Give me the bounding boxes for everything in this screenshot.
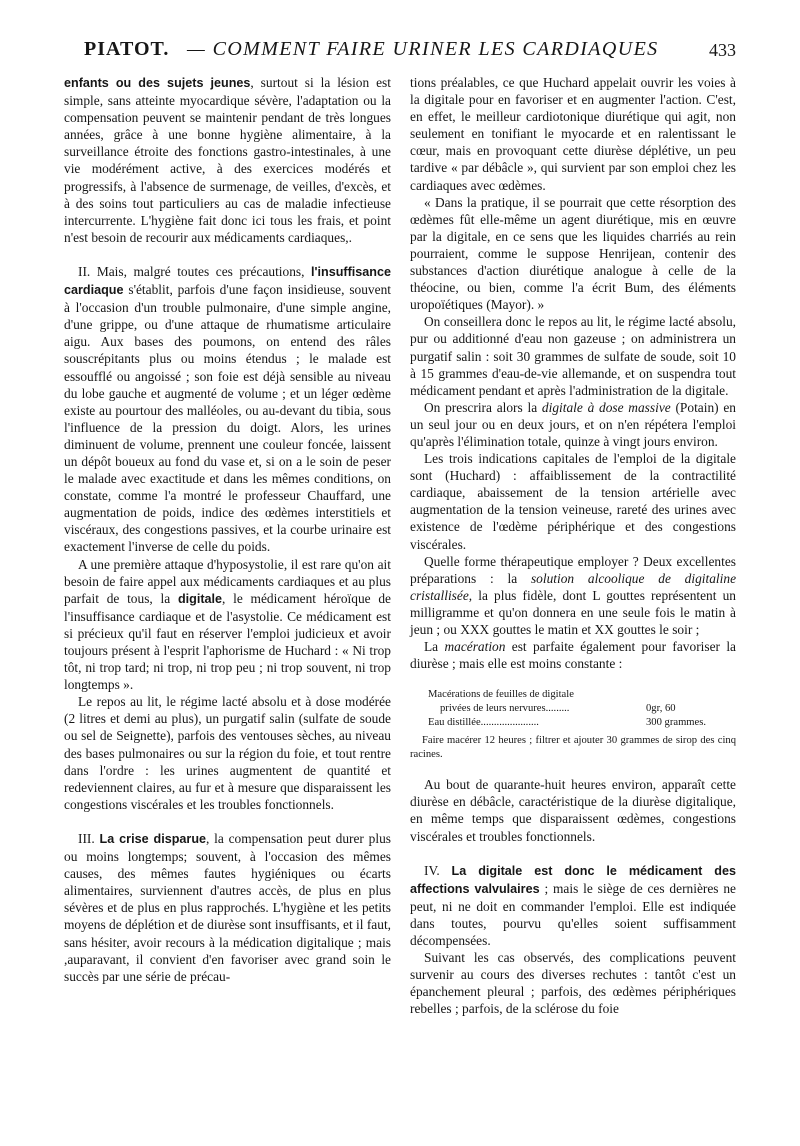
paragraph-text: On prescrira alors la (424, 399, 542, 415)
paragraph-text: , le médicament héroïque de l'insuffisance cardiaque et de l'asystolie. Ce médicament est si précieux qu'il faut en réserver l'emploi judicieux et avoir toujours présent à l'esprit l'aphorisme de Huchard : « Ni trop tôt, ni trop tard; ni trop, ni trop peu ; ni trop souvent, ni trop longtemps ». (64, 590, 391, 693)
paragraph-text: , la plus fidèle, dont L gouttes représentent un milligramme et qu'on donnera en une seule fois le matin à jeun ; ou XXX gouttes le matin et XX gouttes le soir ; (410, 587, 736, 637)
paragraph-text: Le repos au lit, le régime lacté absolu et à dose modérée (2 litres et demi au plus), un purgatif salin (sulfate de soude ou sel de Seignette), parfois des ventouses sèches, au niveau des bases pulmonaires ou sur la région du foie, et tout rentre dans l'ordre : les urines augmentent de quantité et redeviennent claires, au fur et à mesure que disparaissent les congestions viscérales et les troubles fonctionnels. (64, 694, 391, 812)
paragraph-text: Quelle forme thérapeutique employer ? Deux excellentes préparations : la (410, 553, 736, 586)
paragraph (410, 74, 736, 194)
italic-phrase: digitale à dose massive (541, 399, 671, 415)
paragraph-text: , la compensation peut durer plus ou moins longtemps; souvent, à l'occasion des mêmes causes, des mêmes fautes hygiéniques ou écarts alimentaires, surviennent d'autres accès, de plus en plus sévères et de plus en plus rapprochés. L'hygiène et les petits moyens de déplétion et de diurèse sont insuffisants, et il faut, sans hésiter, avoir recours à la médication digitalique ; mais ,auparavant, il convient d'en favoriser avec grand soin le succès par une série de précau- (64, 830, 392, 984)
paragraph-text: Les trois indications capitales de l'emploi de la digitale sont (Huchard) : affaiblissement de la contractilité cardiaque, abaissement de la tension artérielle avec augmentation de la tension veineuse, rareté des urines avec existence de l'œdème périphérique et des congestions viscérales. (410, 451, 736, 552)
paragraph (410, 862, 736, 949)
recipe-amount: 0gr, 60 (646, 703, 676, 715)
bold-phrase: La digitale est donc le médicament des affections valvulaires (410, 863, 736, 896)
recipe-line (410, 702, 736, 716)
recipe-note: Faire macérer 12 heures ; filtrer et ajouter 30 grammes de sirop des cinq racines. (410, 735, 736, 761)
bold-phrase: La crise disparue (99, 831, 207, 846)
paragraph-text: La (424, 639, 445, 655)
recipe-ingredient: privées de leurs nervures......... (440, 703, 570, 715)
paragraph (410, 638, 736, 672)
paragraph-text: est parfaite également pour favoriser la diurèse ; mais elle est moins constante : (410, 639, 736, 672)
quotation-text: « Dans la pratique, il se pourrait que cette résorption des œdèmes fût elle-même un agent diurétique, mis en œuvre par la digitale, en ce sens que les liquides charriés au rein pourraient, comme le suppose Henrijean, contenir des substances d'action diurétique analogue à celle de la théocine, ou bien, comme l'a écrit Bum, des éléments uropoïétiques (Mayor). » (410, 194, 736, 313)
recipe-amount: 300 grammes. (646, 717, 707, 729)
paragraph (410, 949, 736, 1017)
paragraph-text: tions préalables, ce que Huchard appelait ouvrir les voies à la digitale pour en favoriser et en augmenter l'action. C'est, en effet, le meilleur cardiotonique diurétique qui agit, non seulement en tonifiant le myocarde et en ralentissant le cœur, mais en provoquant cette diurèse déplétive, un peu tardive « par débâcle », qui survient par son emploi chez les cardiaques avec œdèmes. (410, 75, 736, 193)
paragraph (64, 693, 391, 813)
paragraph-text: Au bout de quarante-huit heures environ, apparaît cette diurèse en débâcle, caractéristique de la diurèse digitalique, en même temps que disparaissent œdèmes, congestions viscérales et troubles fonctionnels. (410, 777, 736, 844)
paragraph (410, 399, 736, 450)
section-number: IV. (424, 862, 452, 878)
header-author: PIATOT. (84, 38, 170, 60)
right-column (410, 74, 736, 1018)
header-title: — COMMENT FAIRE URINER LES CARDIAQUES (187, 38, 659, 60)
paragraph-text: On conseillera donc le repos au lit, le régime lacté absolu, pur ou additionné d'eau non gazeuse ; on administrera un purgatif salin : soit 30 grammes de sulfate de soude, soit 10 à 15 grammes d'eau-de-vie allemande, et on suspendra tout médicament pendant et après l'administration de la digitale. (410, 314, 736, 398)
paragraph (64, 556, 391, 694)
section-number: III. (78, 830, 100, 846)
paragraph (410, 776, 736, 844)
recipe-line (410, 688, 736, 702)
page-number: 433 (709, 40, 736, 60)
paragraph (410, 450, 736, 553)
paragraph (410, 553, 736, 638)
paragraph (410, 313, 736, 398)
paragraph-text: ; mais le siège de ces dernières ne peut, ni ne doit en commander l'emploi. Elle est indiquée dans toutes, pourvu qu'elles soient suffisamment décompensées. (410, 880, 736, 949)
paragraph-text: (Potain) en un seul jour ou en deux jours, et on n'en répétera l'emploi qu'après l'élimination totale, quinze à vingt jours environ. (410, 399, 736, 449)
bold-phrase: digitale (177, 591, 223, 606)
paragraph-text: , surtout si la lésion est simple, sans atteinte myocardique sévère, l'adaptation ou la compensation peuvent se maintenir pendant de très longues années, grâce à une bonne hygiène alimentaire, à la surveillance étroite des fonctions gastro-intestinales, à une vie modérément active, à des exercices modérés et progressifs, à l'absence de surmenage, de veilles, d'excès, et à des soins tout particuliers au cas de maladie infectieuse intercurrente. L'hygiène fait donc ici tous les frais, et point n'est besoin de recourir aux médicaments cardiaques,. (64, 75, 391, 245)
recipe-block (410, 688, 736, 762)
recipe-ingredient: Eau distillée...................... (428, 717, 539, 729)
italic-phrase: solution alcoolique de digitaline cristallisée (410, 570, 737, 603)
bold-phrase: l'insuffisance cardiaque (64, 264, 391, 298)
recipe-ingredient: Macérations de feuilles de digitale (428, 689, 574, 701)
paragraph-text: s'établit, parfois d'une façon insidieuse, souvent à l'occasion d'un trouble pulmonaire, d'une simple angine, d'une grippe, ou d'une attaque de rhumatisme articulaire aigu. Aux bases des poumons, on entend des râles souscrépitants plus ou moins étendus ; le malade est essoufflé ou angoissé ; son foie est déjà sensible au niveau du lobe gauche et augmenté de volume ; et un léger œdème existe au pourtour des malléoles, ou au-devant du tibia, sous l'influence de la pression du doigt. Alors, les urines diminuent de volume, prennent une couleur foncée, laissent un dépôt boueux au fond du vase et, si on a le soin de peser le malade avec exactitude et dans les mêmes conditions, on constate, comme l'a montré le professeur Chauffard, une augmentation de poids, indice des œdèmes interstitiels et viscéraux, des congestions passives, et la courbe urinaire est exactement l'inverse de celle du poids. (64, 282, 391, 555)
paragraph (64, 263, 391, 556)
recipe-line (410, 716, 736, 730)
paragraph (64, 830, 391, 985)
paragraph-text: Suivant les cas observés, des complications peuvent survenir au cours des diverses rechutes : tantôt c'est un épanchement pleural ; parfois, des œdèmes périphériques rebelles ; parfois, de la sclérose du foie (410, 950, 736, 1017)
section-number: II. Mais, malgré toutes ces précautions, (78, 263, 312, 279)
paragraph-text: A une première attaque d'hyposystolie, il est rare qu'on ait besoin de faire appel aux médicaments cardiaques et au plus parfait de tous, la (64, 556, 391, 606)
paragraph (410, 194, 736, 314)
left-column (64, 74, 391, 985)
italic-phrase: macération (444, 639, 506, 655)
paragraph (64, 74, 391, 246)
bold-phrase: enfants ou des sujets jeunes (64, 76, 251, 90)
running-header (84, 38, 736, 68)
